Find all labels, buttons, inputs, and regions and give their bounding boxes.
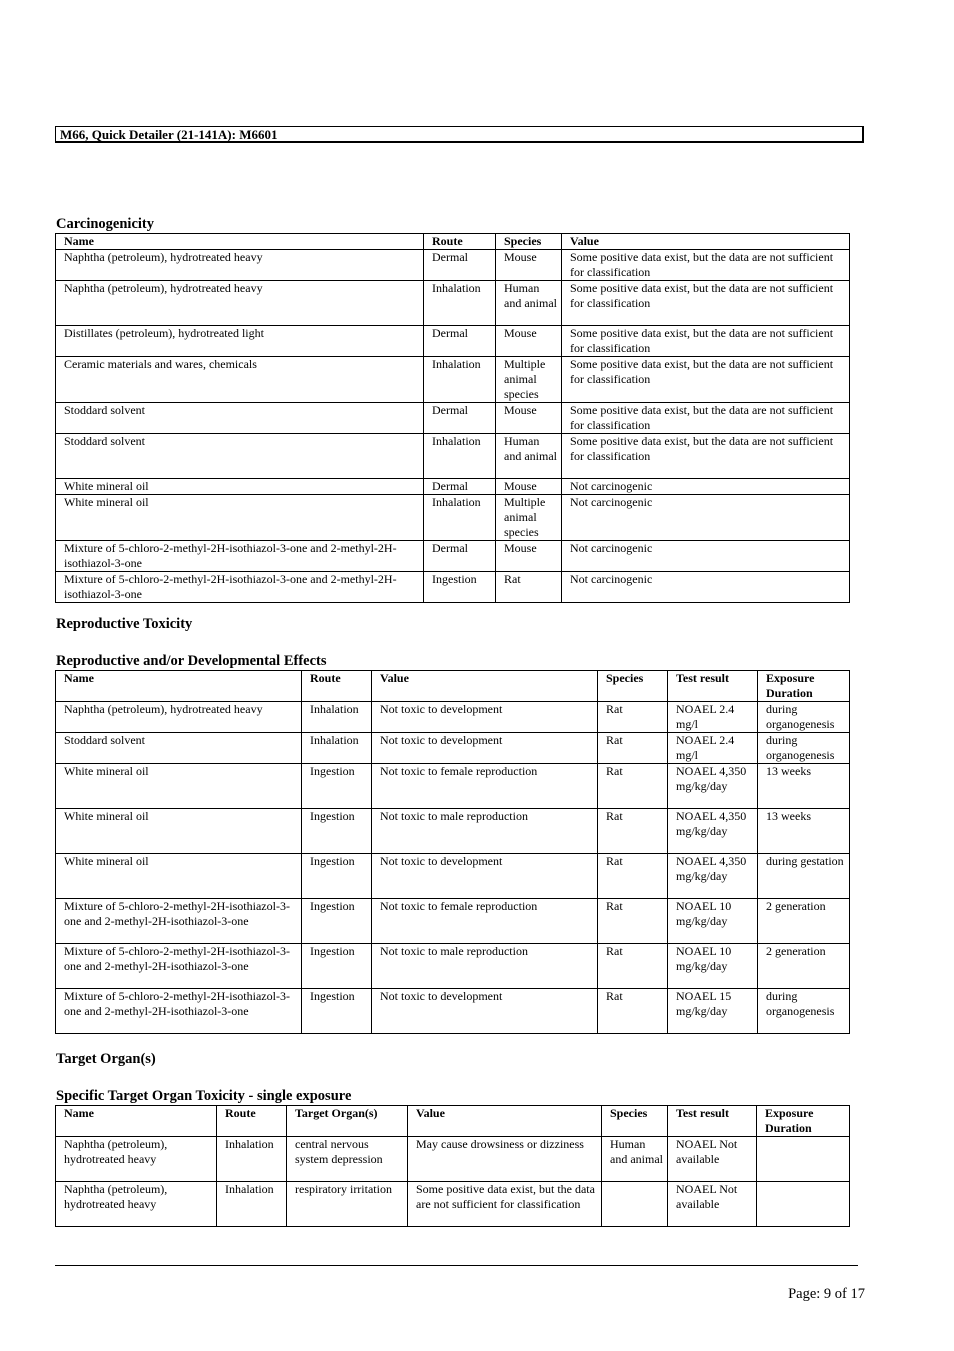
table-cell: Not toxic to female reproduction [372,764,598,809]
column-header: Species [602,1106,668,1137]
table-cell: Not toxic to female reproduction [372,899,598,944]
table-cell: Ingestion [302,764,372,809]
table-header-row [56,671,850,702]
table-cell: NOAEL 4,350 mg/kg/day [668,764,758,809]
table-cell: Stoddard solvent [56,733,302,764]
table-cell: Ingestion [302,854,372,899]
table-cell: Dermal [424,326,496,357]
table-cell: Inhalation [302,702,372,733]
table-cell: Multiple animal species [496,357,562,403]
table-cell: Inhalation [424,357,496,403]
table-row [56,989,850,1034]
table-cell: White mineral oil [56,854,302,899]
table-cell: Some positive data exist, but the data are not sufficient for classification [562,434,850,479]
table-cell: Rat [598,899,668,944]
table-cell: Rat [598,809,668,854]
table-cell: Mixture of 5-chloro-2-methyl-2H-isothiazol-3-one and 2-methyl-2H-isothiazol-3-one [56,541,424,572]
table-row [56,434,850,479]
column-header: Test result [668,671,758,702]
table-cell: Dermal [424,541,496,572]
column-header: Exposure Duration [757,1106,850,1137]
table-cell: Mouse [496,403,562,434]
table-cell: Distillates (petroleum), hydrotreated light [56,326,424,357]
column-header: Exposure Duration [758,671,850,702]
table-cell: Naphtha (petroleum), hydrotreated heavy [56,1182,217,1227]
table-cell: Not toxic to male reproduction [372,944,598,989]
table-cell: Rat [598,702,668,733]
table-cell: Rat [598,764,668,809]
table-cell: Some positive data exist, but the data are not sufficient for classification [562,250,850,281]
table-cell [602,1182,668,1227]
table-cell: 13 weeks [758,809,850,854]
table-cell: Not carcinogenic [562,479,850,495]
table-cell: Mixture of 5-chloro-2-methyl-2H-isothiazol-3-one and 2-methyl-2H-isothiazol-3-one [56,944,302,989]
column-header: Value [372,671,598,702]
column-header: Value [408,1106,602,1137]
table-cell: Rat [496,572,562,603]
table-cell: Stoddard solvent [56,434,424,479]
table-cell: Naphtha (petroleum), hydrotreated heavy [56,1137,217,1182]
column-header: Route [217,1106,287,1137]
table-cell: Human and animal [496,281,562,326]
table-row [56,764,850,809]
reproductive-effects-title: Reproductive and/or Developmental Effects [56,653,327,669]
table-cell: Not toxic to development [372,854,598,899]
table-cell: Not carcinogenic [562,541,850,572]
table-cell: Human and animal [602,1137,668,1182]
table-cell: Mouse [496,250,562,281]
table-cell: Rat [598,733,668,764]
table-cell: Not carcinogenic [562,572,850,603]
column-header: Name [56,1106,217,1137]
table-cell: Inhalation [424,281,496,326]
table-cell: Ingestion [302,989,372,1034]
column-header: Target Organ(s) [287,1106,408,1137]
table-cell: White mineral oil [56,809,302,854]
table-cell: during organogenesis [758,702,850,733]
stot-single-exposure-table [55,1105,850,1227]
table-cell: Mouse [496,541,562,572]
table-cell: during gestation [758,854,850,899]
table-row [56,281,850,326]
table-cell: Inhalation [217,1137,287,1182]
table-cell: NOAEL 2.4 mg/l [668,733,758,764]
column-header: Route [424,234,496,250]
column-header: Species [496,234,562,250]
table-row [56,854,850,899]
table-cell: Ingestion [302,809,372,854]
table-cell: NOAEL 15 mg/kg/day [668,989,758,1034]
table-cell: respiratory irritation [287,1182,408,1227]
table-cell: Mouse [496,479,562,495]
table-cell: Human and animal [496,434,562,479]
reproductive-effects-table [55,670,850,1034]
table-row [56,403,850,434]
table-cell: 2 generation [758,899,850,944]
table-cell: White mineral oil [56,479,424,495]
table-cell: Not carcinogenic [562,495,850,541]
carcinogenicity-table [55,233,850,603]
table-header-row [56,1106,850,1137]
table-cell: Dermal [424,403,496,434]
table-row [56,357,850,403]
table-cell: NOAEL Not available [668,1137,757,1182]
table-cell: during organogenesis [758,733,850,764]
table-cell: Ingestion [302,899,372,944]
table-cell: Ceramic materials and wares, chemicals [56,357,424,403]
table-cell: NOAEL 10 mg/kg/day [668,944,758,989]
target-organ-section-title: Target Organ(s) [56,1051,156,1067]
table-row [56,541,850,572]
column-header: Name [56,234,424,250]
table-cell: NOAEL 4,350 mg/kg/day [668,854,758,899]
table-row [56,479,850,495]
table-row [56,250,850,281]
table-cell [757,1137,850,1182]
table-cell: Not toxic to development [372,702,598,733]
table-cell: Mixture of 5-chloro-2-methyl-2H-isothiazol-3-one and 2-methyl-2H-isothiazol-3-one [56,572,424,603]
table-header-row [56,234,850,250]
table-row [56,326,850,357]
table-cell: Inhalation [424,495,496,541]
table-row [56,944,850,989]
reproductive-toxicity-title: Reproductive Toxicity [56,616,193,632]
table-cell: Dermal [424,250,496,281]
table-cell: Mixture of 5-chloro-2-methyl-2H-isothiazol-3-one and 2-methyl-2H-isothiazol-3-one [56,989,302,1034]
table-cell: Ingestion [302,944,372,989]
table-cell: Some positive data exist, but the data are not sufficient for classification [562,403,850,434]
table-cell: Rat [598,989,668,1034]
table-cell: 13 weeks [758,764,850,809]
table-cell: Stoddard solvent [56,403,424,434]
stot-single-exposure-title: Specific Target Organ Toxicity - single exposure [56,1088,352,1104]
table-row [56,733,850,764]
column-header: Test result [668,1106,757,1137]
table-cell: Rat [598,854,668,899]
table-cell: NOAEL 2.4 mg/l [668,702,758,733]
table-cell: central nervous system depression [287,1137,408,1182]
table-cell: Some positive data exist, but the data are not sufficient for classification [562,281,850,326]
table-cell: Inhalation [302,733,372,764]
table-cell: 2 generation [758,944,850,989]
document-header: M66, Quick Detailer (21-141A): M6601 [55,126,864,143]
footer-rule [55,1265,858,1266]
table-row [56,572,850,603]
table-cell: Inhalation [424,434,496,479]
table-cell: NOAEL 4,350 mg/kg/day [668,809,758,854]
table-cell: Naphtha (petroleum), hydrotreated heavy [56,702,302,733]
column-header: Name [56,671,302,702]
table-cell: Not toxic to development [372,989,598,1034]
table-cell: Inhalation [217,1182,287,1227]
table-cell [757,1182,850,1227]
table-cell: Ingestion [424,572,496,603]
table-cell: Some positive data exist, but the data are not sufficient for classification [562,326,850,357]
table-cell: May cause drowsiness or dizziness [408,1137,602,1182]
table-cell: Some positive data exist, but the data are not sufficient for classification [562,357,850,403]
table-row [56,899,850,944]
column-header: Species [598,671,668,702]
table-row [56,702,850,733]
table-cell: Naphtha (petroleum), hydrotreated heavy [56,250,424,281]
table-cell: Dermal [424,479,496,495]
table-row [56,1182,850,1227]
table-cell: Rat [598,944,668,989]
table-cell: Mouse [496,326,562,357]
table-cell: NOAEL Not available [668,1182,757,1227]
table-row [56,495,850,541]
table-row [56,809,850,854]
table-row [56,1137,850,1182]
table-cell: Mixture of 5-chloro-2-methyl-2H-isothiazol-3-one and 2-methyl-2H-isothiazol-3-one [56,899,302,944]
table-cell: White mineral oil [56,495,424,541]
column-header: Route [302,671,372,702]
table-cell: during organogenesis [758,989,850,1034]
table-cell: Some positive data exist, but the data are not sufficient for classification [408,1182,602,1227]
table-cell: White mineral oil [56,764,302,809]
page-number: Page: 9 of 17 [788,1286,865,1302]
column-header: Value [562,234,850,250]
carcinogenicity-title: Carcinogenicity [56,216,154,232]
table-cell: Multiple animal species [496,495,562,541]
table-cell: Not toxic to male reproduction [372,809,598,854]
table-cell: Not toxic to development [372,733,598,764]
table-cell: Naphtha (petroleum), hydrotreated heavy [56,281,424,326]
table-cell: NOAEL 10 mg/kg/day [668,899,758,944]
